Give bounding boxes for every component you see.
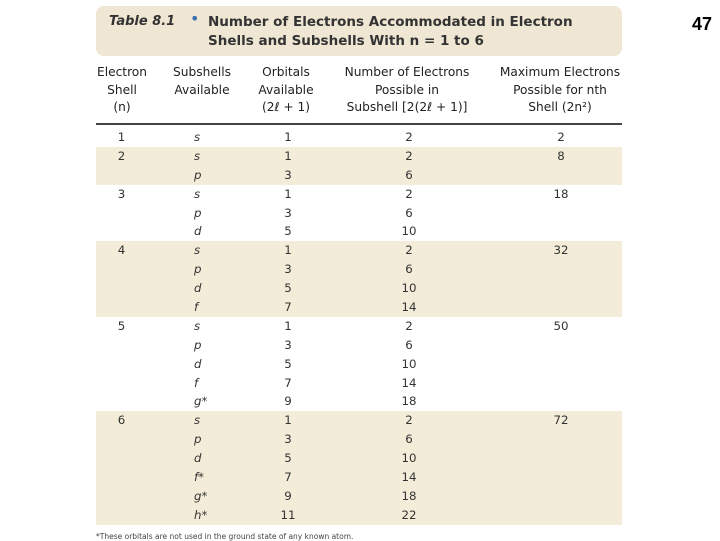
table-row [96,279,622,298]
cell-max-electrons: 2 [557,130,565,144]
cell-electrons: 2 [405,148,413,163]
table-row [96,468,622,487]
cell-electrons: 18 [401,394,417,409]
table-row [96,506,622,525]
header-electrons-subshell: Number of Electrons Possible in Subshell [2(2ℓ + 1)] [344,65,470,114]
cell-subshell: p [194,337,202,352]
cell-orbitals: 3 [284,262,292,277]
table-row [96,355,622,374]
cell-max-electrons: 50 [553,318,569,333]
cell-subshell: p [194,432,202,447]
table-row [96,128,622,147]
cell-electrons: 22 [401,507,417,522]
table-row [96,392,622,411]
table-row [96,336,622,355]
cell-electrons: 10 [401,451,417,466]
cell-subshell: f [194,300,199,315]
cell-subshell: f* [194,470,205,485]
cell-orbitals: 5 [284,356,292,371]
cell-orbitals: 1 [284,243,292,258]
cell-subshell: d [194,224,202,239]
table-label: Table 8.1 [109,14,176,29]
table-row [96,298,622,317]
cell-electrons: 2 [405,318,413,333]
cell-electrons: 14 [401,375,417,390]
cell-subshell: p [194,167,202,182]
cell-orbitals: 1 [284,318,292,333]
header-electron-shell: Electron Shell (n) [97,65,147,114]
cell-subshell: s [194,186,201,201]
cell-orbitals: 5 [284,451,292,466]
cell-subshell: d [194,281,202,296]
cell-subshell: d [194,451,202,466]
cell-electrons: 10 [401,224,417,239]
footnote: *These orbitals are not used in the ground state of any known atom. [96,532,354,541]
cell-electrons: 6 [405,205,413,220]
cell-electrons: 6 [405,262,413,277]
cell-orbitals: 3 [284,432,292,447]
cell-orbitals: 7 [284,300,292,315]
header-max-electrons: Maximum Electrons Possible for nth Shell (2n²) [499,65,621,114]
cell-orbitals: 7 [284,375,292,390]
table-row [96,241,622,260]
table-title: Number of Electrons Accommodated in Electron Shells and Subshells With n = 1 to 6 [208,14,573,49]
cell-subshell: h* [194,507,208,522]
cell-subshell: f [194,375,199,390]
header-subshells: Subshells Available [173,65,231,97]
cell-electrons: 2 [405,243,413,258]
table-row [96,487,622,506]
cell-orbitals: 3 [284,205,292,220]
cell-subshell: g* [194,488,208,503]
cell-electrons: 2 [405,186,413,201]
table-title-band [96,6,622,56]
cell-orbitals: 1 [284,186,292,201]
cell-orbitals: 5 [284,224,292,239]
cell-subshell: d [194,356,202,371]
cell-electrons: 6 [405,432,413,447]
cell-electrons: 14 [401,300,417,315]
cell-shell: 4 [117,243,126,258]
table-row [96,374,622,393]
cell-shell: 2 [117,148,126,163]
cell-shell: 3 [117,186,126,201]
cell-orbitals: 9 [284,394,292,409]
cell-orbitals: 5 [284,281,292,296]
cell-orbitals: 1 [284,130,292,144]
cell-electrons: 10 [401,281,417,296]
table-row [96,430,622,449]
cell-electrons: 6 [405,337,413,352]
cell-orbitals: 1 [284,148,292,163]
page-number: 47 [691,14,712,34]
cell-electrons: 10 [401,356,417,371]
cell-electrons: 18 [401,488,417,503]
cell-max-electrons: 8 [557,148,565,163]
header-rule [96,123,622,125]
table-row [96,449,622,468]
cell-shell: 1 [117,130,126,144]
cell-electrons: 2 [405,130,413,144]
cell-shell: 5 [117,318,126,333]
cell-electrons: 14 [401,470,417,485]
cell-orbitals: 1 [284,413,292,428]
cell-subshell: s [194,130,201,144]
cell-shell: 6 [117,413,126,428]
table-row [96,260,622,279]
cell-subshell: s [194,148,201,163]
cell-max-electrons: 72 [553,413,569,428]
cell-subshell: s [194,318,201,333]
cell-subshell: g* [194,394,208,409]
table-row [96,185,622,204]
table-row [96,317,622,336]
table-row [96,204,622,223]
bullet-icon: • [190,9,200,28]
cell-orbitals: 3 [284,167,292,182]
cell-electrons: 2 [405,413,413,428]
cell-orbitals: 3 [284,337,292,352]
cell-orbitals: 7 [284,470,292,485]
table-row [96,411,622,430]
cell-subshell: p [194,262,202,277]
table-body [96,128,622,525]
cell-orbitals: 11 [280,507,296,522]
table-row [96,147,622,166]
cell-electrons: 6 [405,167,413,182]
cell-subshell: p [194,205,202,220]
table-row [96,222,622,241]
table-row [96,166,622,185]
header-orbitals: Orbitals Available (2ℓ + 1) [258,65,314,114]
cell-max-electrons: 32 [553,243,569,258]
cell-orbitals: 9 [284,488,292,503]
cell-subshell: s [194,413,201,428]
cell-max-electrons: 18 [553,186,569,201]
cell-subshell: s [194,243,201,258]
